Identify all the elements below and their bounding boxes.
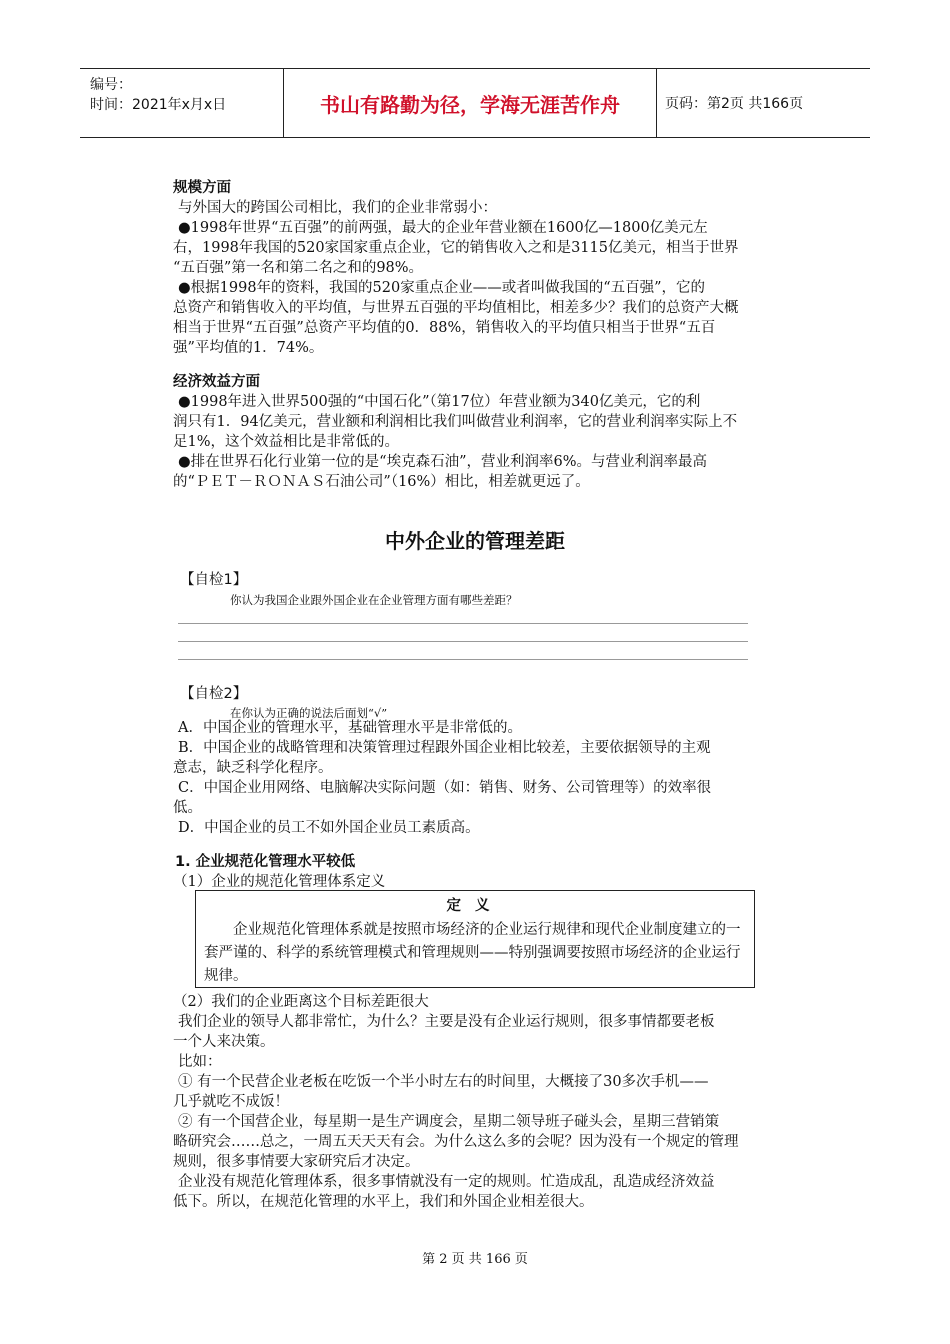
section-heading-econ: 经济效益方面 (173, 374, 260, 390)
self-check-1-label: 【自检1】 (180, 572, 248, 588)
paragraph-line: 我们企业的领导人都非常忙，为什么？主要是没有企业运行规则，很多事情都要老板 (178, 1014, 715, 1030)
paragraph-line: ●1998年进入世界500强的“中国石化”（第17位）年营业额为340亿美元，它的利 (178, 394, 701, 410)
section-heading-1: 1. 企业规范化管理水平较低 (175, 854, 356, 870)
paragraph-line: 比如： (178, 1054, 222, 1070)
time-label: 时间：2021年x月x日 (90, 97, 227, 113)
paragraph-line: 的“ＰＥＴ－ＲＯＮＡＳ石油公司”（16%）相比，相差就更远了。 (173, 474, 590, 490)
paragraph-line: 足1%，这个效益相比是非常低的。 (173, 434, 400, 450)
paragraph-line: 润只有1．94亿美元，营业额和利润相比我们叫做营业利润率，它的营业利润率实际上不 (173, 414, 738, 430)
paragraph-line: 几乎就吃不成饭！ (173, 1094, 289, 1110)
page-footer: 第 2 页 共 166 页 (422, 1252, 528, 1267)
paragraph-line: 右，1998年我国的520家国家重点企业，它的销售收入之和是3115亿美元，相当于世界 (173, 240, 739, 256)
subheading-1: （1）企业的规范化管理体系定义 (173, 874, 386, 890)
header-meta-cell (80, 69, 284, 137)
section-heading-scale: 规模方面 (173, 180, 231, 196)
option-line: A．中国企业的管理水平，基础管理水平是非常低的。 (178, 720, 522, 736)
answer-line (178, 641, 748, 642)
paragraph-line: 与外国大的跨国公司相比，我们的企业非常弱小： (178, 200, 497, 216)
code-label: 编号： (90, 77, 132, 93)
self-check-2-instruction: 在你认为正确的说法后面划“√” (230, 706, 388, 720)
page-header (80, 68, 870, 138)
paragraph-line: 规则，很多事情要大家研究后才决定。 (173, 1154, 420, 1170)
definition-body: 企业规范化管理体系就是按照市场经济的企业运行规律和现代企业制度建立的一套严谨的、科学的系统管理模式和管理规则——特别强调要按照市场经济的企业运行规律。 (204, 922, 741, 984)
paragraph-line: 一个人来决策。 (173, 1034, 275, 1050)
answer-line (178, 623, 748, 624)
paragraph-line: 企业没有规范化管理体系，很多事情就没有一定的规则。忙造成乱，乱造成经济效益 (178, 1174, 715, 1190)
paragraph-line: 强”平均值的1．74%。 (173, 340, 324, 356)
paragraph-line: ●排在世界石化行业第一位的是“埃克森石油”，营业利润率6%。与营业利润率最高 (178, 454, 707, 470)
option-line: C．中国企业用网络、电脑解决实际问题（如：销售、财务、公司管理等）的效率很 (178, 780, 712, 796)
page-number-label: 页码：第2页 共166页 (665, 96, 804, 112)
option-line: B．中国企业的战略管理和决策管理过程跟外国企业相比较差，主要依据领导的主观 (178, 740, 711, 756)
option-line: 意志，缺乏科学化程序。 (173, 760, 333, 776)
paragraph-line: ●1998年世界“五百强”的前两强，最大的企业年营业额在1600亿—1800亿美元左 (178, 220, 708, 236)
definition-box (195, 890, 755, 988)
self-check-2-label: 【自检2】 (180, 686, 248, 702)
paragraph-line: 相当于世界“五百强”总资产平均值的0．88%，销售收入的平均值只相当于世界“五百 (173, 320, 716, 336)
page-title: 中外企业的管理差距 (385, 529, 565, 553)
paragraph-line: 低下。所以，在规范化管理的水平上，我们和外国企业相差很大。 (173, 1194, 594, 1210)
paragraph-line: 总资产和销售收入的平均值，与世界五百强的平均值相比，相差多少？我们的总资产大概 (173, 300, 739, 316)
option-line: D．中国企业的员工不如外国企业员工素质高。 (178, 820, 480, 836)
definition-title: 定义 (446, 898, 504, 914)
paragraph-line: “五百强”第一名和第二名之和的98%。 (173, 260, 424, 276)
paragraph-line: ●根据1998年的资料，我国的520家重点企业——或者叫做我国的“五百强”，它的 (178, 280, 706, 296)
subheading-2: （2）我们的企业距离这个目标差距很大 (173, 994, 429, 1010)
paragraph-line: ② 有一个国营企业，每星期一是生产调度会，星期二领导班子碰头会，星期三营销策 (178, 1114, 720, 1130)
motto: 书山有路勤为径，学海无涯苦作舟 (284, 69, 657, 137)
paragraph-line: 略研究会……总之，一周五天天天有会。为什么这么多的会呢？因为没有一个规定的管理 (173, 1134, 739, 1150)
self-check-1-question: 你认为我国企业跟外国企业在企业管理方面有哪些差距？ (230, 593, 518, 607)
answer-line (178, 659, 748, 660)
paragraph-line: ① 有一个民营企业老板在吃饭一个半小时左右的时间里，大概接了30多次手机—— (178, 1074, 709, 1090)
option-line: 低。 (173, 800, 202, 816)
